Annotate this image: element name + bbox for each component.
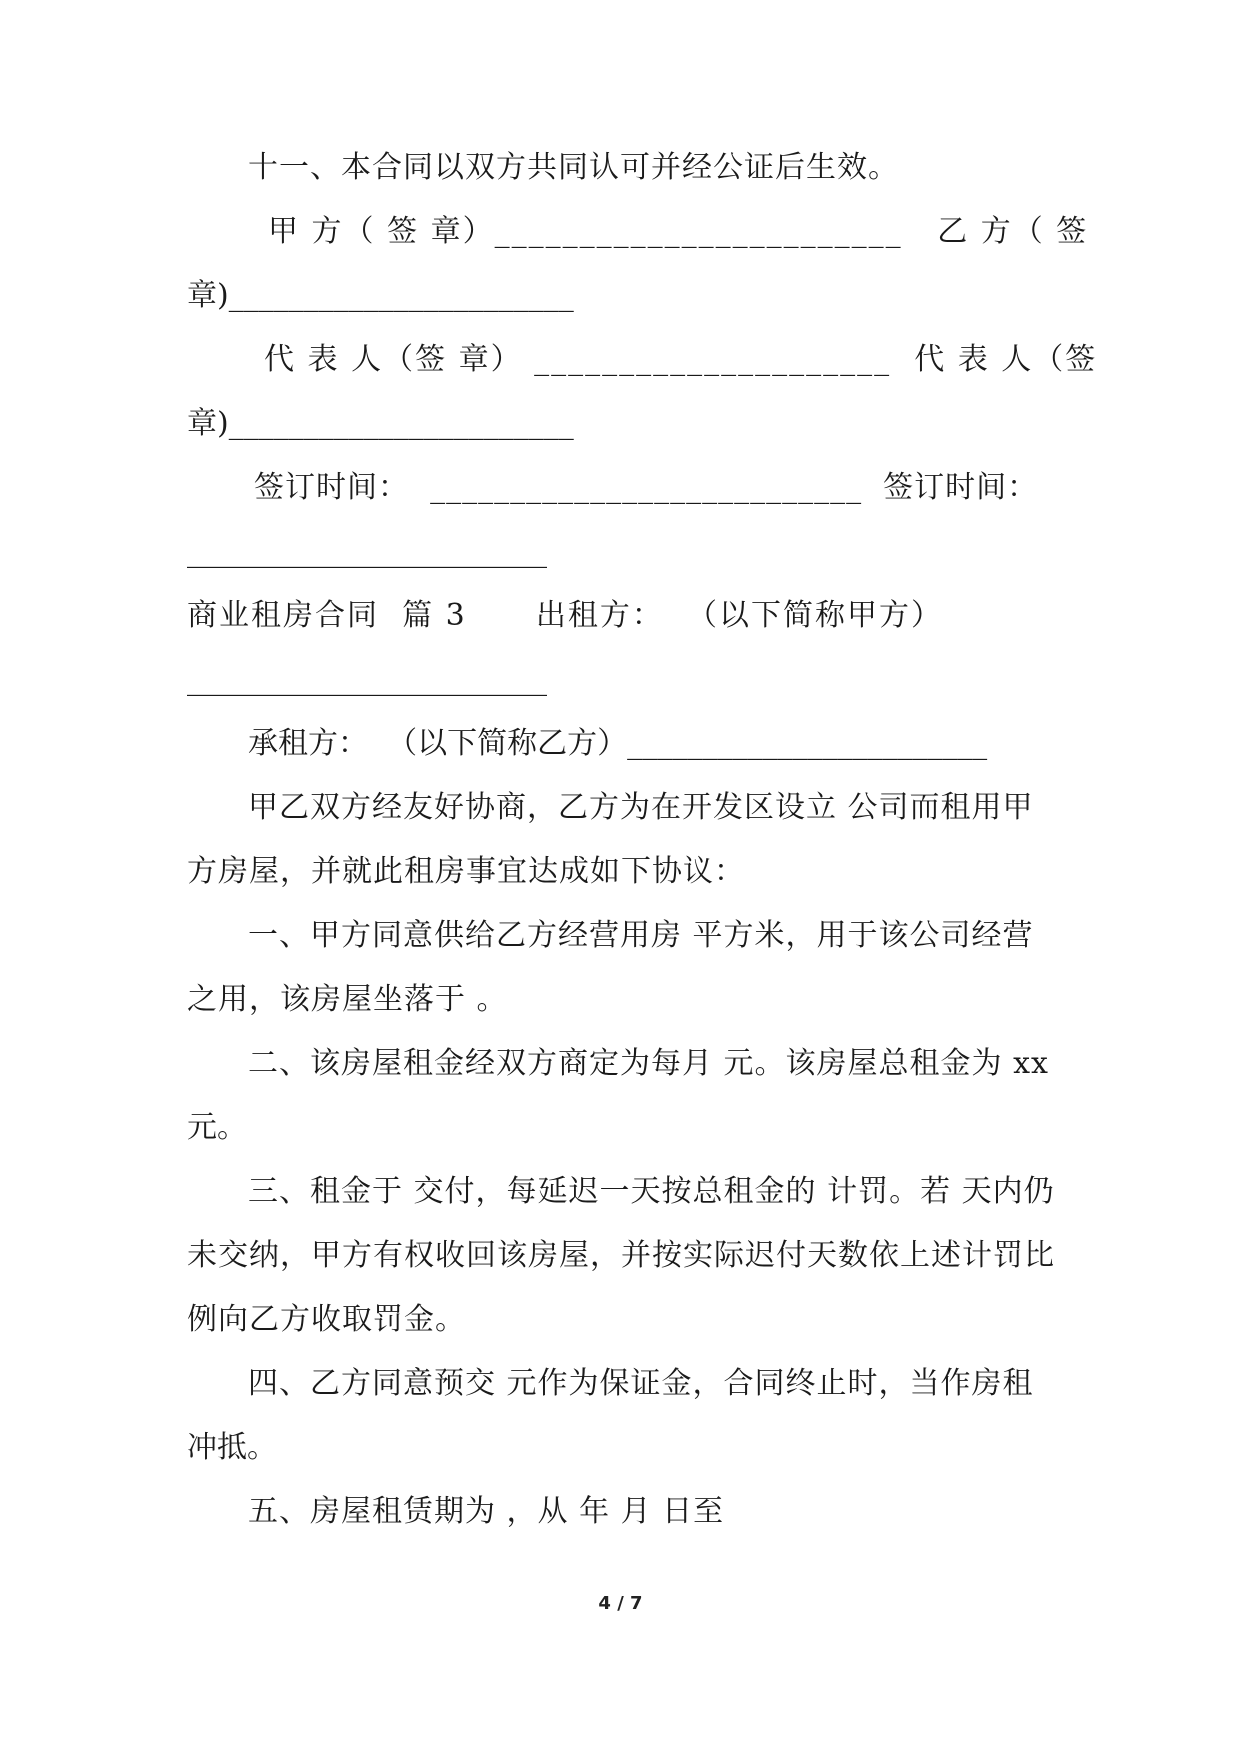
lessor-blank: ________________________ — [187, 662, 547, 697]
clause-11: 十一、本合同以双方共同认可并经公证后生效。 — [248, 150, 899, 185]
signature-party-line-cont: 章)_______________________ — [187, 278, 574, 313]
clause-1-line-2: 之用，该房屋坐落于 。 — [187, 982, 508, 1017]
signing-date-line: 签订时间： ___________________________ 签订时间： — [254, 470, 1039, 505]
clause-5-line-1: 五、房屋租赁期为 ，从 年 月 日至 — [248, 1494, 725, 1529]
clause-2-line-1: 二、该房屋租金经双方商定为每月 元。该房屋总租金为 xx — [248, 1046, 1049, 1081]
clause-3-line-3: 例向乙方收取罚金。 — [187, 1302, 466, 1337]
clause-3-line-2: 未交纳，甲方有权收回该房屋，并按实际迟付天数依上述计罚比 — [187, 1238, 1055, 1273]
page-number: 4 / 7 — [598, 1593, 643, 1614]
clause-1-line-1: 一、甲方同意供给乙方经营用房 平方米，用于该公司经营 — [248, 918, 1034, 953]
intro-paragraph-1: 甲乙双方经友好协商，乙方为在开发区设立 公司而租用甲 — [248, 790, 1034, 825]
signature-representative-line: 代 表 人（签 章） _____________________ 代 表 人（签 — [264, 342, 1098, 377]
signing-date-line-cont: ________________________ — [187, 534, 547, 569]
intro-paragraph-2: 方房屋，并就此租房事宜达成如下协议： — [187, 854, 745, 889]
signature-party-line: 甲 方（ 签 章）________________________ 乙 方（ 签 — [268, 214, 1089, 249]
clause-4-line-2: 冲抵。 — [187, 1430, 277, 1465]
signature-representative-line-cont: 章)_______________________ — [187, 406, 574, 441]
clause-3-line-1: 三、租金于 交付，每延迟一天按总租金的 计罚。若 天内仍 — [248, 1174, 1055, 1209]
clause-4-line-1: 四、乙方同意预交 元作为保证金，合同终止时，当作房租 — [248, 1366, 1034, 1401]
section-heading-lessor: 商业租房合同 篇 3 出租方： （以下简称甲方） — [187, 598, 943, 633]
lessee-line: 承租方： （以下简称乙方）________________________ — [248, 726, 988, 761]
clause-2-line-2: 元。 — [187, 1110, 247, 1145]
